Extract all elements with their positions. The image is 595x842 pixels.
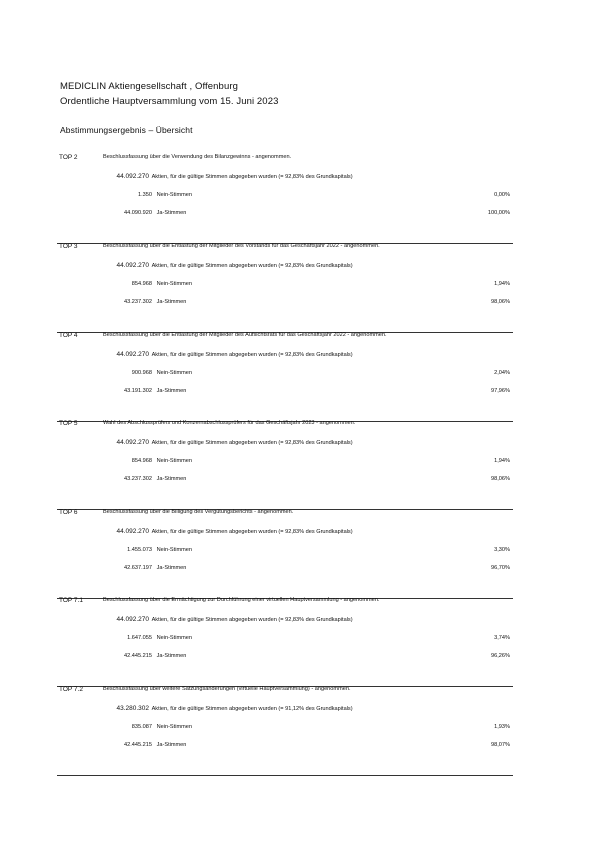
valid-shares-row — [105, 705, 353, 712]
agenda-item — [57, 686, 513, 776]
valid-shares-count: 44.092.270 — [116, 173, 149, 180]
no-votes-count: 854.968 — [131, 281, 152, 287]
yes-votes-count: 43.237.302 — [124, 476, 152, 482]
agenda-item-description: Beschlussfassung über die Ermächtigung zur Durchführung einer virtuellen Hauptversammlung - angenommen. — [103, 597, 380, 603]
valid-shares-text: Aktien, für die gültige Stimmen abgegeben wurden (= 92,83% des Grundkapitals) — [151, 263, 353, 269]
valid-shares-text: Aktien, für die gültige Stimmen abgegeben wurden (= 92,83% des Grundkapitals) — [151, 174, 353, 180]
no-votes-count: 900.968 — [131, 370, 152, 376]
valid-shares-row — [105, 351, 353, 358]
valid-shares-count: 44.092.270 — [116, 351, 149, 358]
yes-votes-row — [105, 299, 186, 305]
yes-votes-percent: 98,06% — [491, 476, 510, 482]
section-title: Abstimmungsergebnis – Übersicht — [60, 125, 193, 135]
valid-shares-row — [105, 173, 353, 180]
no-votes-count: 1.455.073 — [127, 547, 152, 553]
yes-votes-row — [105, 388, 186, 394]
yes-votes-percent: 100,00% — [487, 210, 510, 216]
agenda-item-description: Beschlussfassung über die Verwendung des Bilanzgewinns - angenommen. — [103, 154, 292, 160]
no-votes-count: 835.087 — [131, 724, 152, 730]
agenda-item-description: Beschlussfassung über die Entlastung der Mitglieder des Vorstands für das Geschäftsjahr 2022 - angenommen. — [103, 243, 380, 249]
no-votes-row — [105, 458, 192, 464]
no-votes-percent: 1,94% — [494, 458, 510, 464]
no-votes-label: Nein-Stimmen — [156, 458, 192, 464]
meeting-title: Ordentliche Hauptversammlung vom 15. Juni 2023 — [60, 96, 279, 107]
valid-shares-row — [105, 439, 353, 446]
agenda-item — [57, 332, 513, 422]
valid-shares-text: Aktien, für die gültige Stimmen abgegeben wurden (= 92,83% des Grundkapitals) — [151, 529, 353, 535]
yes-votes-percent: 98,07% — [491, 742, 510, 748]
no-votes-label: Nein-Stimmen — [156, 370, 192, 376]
valid-shares-text: Aktien, für die gültige Stimmen abgegeben wurden (= 91,12% des Grundkapitals) — [151, 706, 353, 712]
no-votes-label: Nein-Stimmen — [156, 635, 192, 641]
no-votes-percent: 1,94% — [494, 281, 510, 287]
no-votes-percent: 3,74% — [494, 635, 510, 641]
no-votes-row — [105, 370, 192, 376]
yes-votes-label: Ja-Stimmen — [156, 210, 187, 216]
valid-shares-row — [105, 262, 353, 269]
no-votes-percent: 3,30% — [494, 547, 510, 553]
yes-votes-row — [105, 210, 186, 216]
yes-votes-percent: 96,70% — [491, 565, 510, 571]
document-header — [60, 79, 278, 109]
agenda-item-number: TOP 3 — [59, 243, 78, 250]
yes-votes-count: 42.445.215 — [124, 653, 152, 659]
no-votes-label: Nein-Stimmen — [156, 724, 192, 730]
yes-votes-count: 42.637.197 — [124, 565, 152, 571]
no-votes-percent: 1,93% — [494, 724, 510, 730]
agenda-item-number: TOP 2 — [59, 154, 78, 161]
agenda-item — [57, 243, 513, 333]
yes-votes-percent: 96,26% — [491, 653, 510, 659]
yes-votes-label: Ja-Stimmen — [156, 653, 187, 659]
agenda-item-description: Beschlussfassung über die Entlastung der Mitglieder des Aufsichtsrats für das Geschäftsjahr 2022 - angenommen. — [103, 332, 387, 338]
valid-shares-row — [105, 616, 353, 623]
yes-votes-percent: 98,06% — [491, 299, 510, 305]
valid-shares-count: 43.280.302 — [116, 705, 149, 712]
yes-votes-row — [105, 653, 186, 659]
no-votes-row — [105, 547, 192, 553]
no-votes-percent: 0,00% — [494, 192, 510, 198]
no-votes-label: Nein-Stimmen — [156, 547, 192, 553]
no-votes-row — [105, 192, 192, 198]
valid-shares-count: 44.092.270 — [116, 262, 149, 269]
agenda-item-number: TOP 6 — [59, 509, 78, 516]
agenda-item-number: TOP 7.1 — [59, 597, 83, 604]
agenda-item-number: TOP 7.2 — [59, 686, 83, 693]
yes-votes-count: 43.191.302 — [124, 388, 152, 394]
no-votes-row — [105, 281, 192, 287]
company-name: MEDICLIN Aktiengesellschaft , Offenburg — [60, 81, 238, 92]
no-votes-row — [105, 635, 192, 641]
valid-shares-count: 44.092.270 — [116, 616, 149, 623]
agenda-item-number: TOP 5 — [59, 420, 78, 427]
no-votes-count: 1.647.055 — [127, 635, 152, 641]
agenda-item — [57, 597, 513, 687]
valid-shares-row — [105, 528, 353, 535]
no-votes-percent: 2,04% — [494, 370, 510, 376]
yes-votes-label: Ja-Stimmen — [156, 388, 187, 394]
agenda-item-description: Beschlussfassung über weitere Satzungsänderungen (virtuelle Hauptversammlung) - angenommen. — [103, 686, 351, 692]
yes-votes-percent: 97,96% — [491, 388, 510, 394]
yes-votes-row — [105, 565, 186, 571]
valid-shares-count: 44.092.270 — [116, 528, 149, 535]
yes-votes-count: 44.090.920 — [124, 210, 152, 216]
yes-votes-count: 42.445.215 — [124, 742, 152, 748]
agenda-item-description: Beschlussfassung über die Billigung des Vergütungsberichts - angenommen. — [103, 509, 294, 515]
yes-votes-row — [105, 742, 186, 748]
no-votes-row — [105, 724, 192, 730]
yes-votes-label: Ja-Stimmen — [156, 299, 187, 305]
valid-shares-count: 44.092.270 — [116, 439, 149, 446]
valid-shares-text: Aktien, für die gültige Stimmen abgegeben wurden (= 92,83% des Grundkapitals) — [151, 352, 353, 358]
agenda-item — [57, 509, 513, 599]
no-votes-label: Nein-Stimmen — [156, 192, 192, 198]
no-votes-label: Nein-Stimmen — [156, 281, 192, 287]
yes-votes-count: 43.237.302 — [124, 299, 152, 305]
yes-votes-label: Ja-Stimmen — [156, 565, 187, 571]
agenda-item-description: Wahl des Abschlussprüfers und Konzernabschlussprüfers für das Geschäftsjahr 2023 - angenommen. — [103, 420, 356, 426]
valid-shares-text: Aktien, für die gültige Stimmen abgegeben wurden (= 92,83% des Grundkapitals) — [151, 617, 353, 623]
no-votes-count: 1.350 — [138, 192, 152, 198]
agenda-item — [57, 420, 513, 510]
yes-votes-label: Ja-Stimmen — [156, 742, 187, 748]
agenda-item-number: TOP 4 — [59, 332, 78, 339]
no-votes-count: 854.968 — [131, 458, 152, 464]
yes-votes-row — [105, 476, 186, 482]
agenda-item — [57, 154, 513, 244]
yes-votes-label: Ja-Stimmen — [156, 476, 187, 482]
valid-shares-text: Aktien, für die gültige Stimmen abgegeben wurden (= 92,83% des Grundkapitals) — [151, 440, 353, 446]
